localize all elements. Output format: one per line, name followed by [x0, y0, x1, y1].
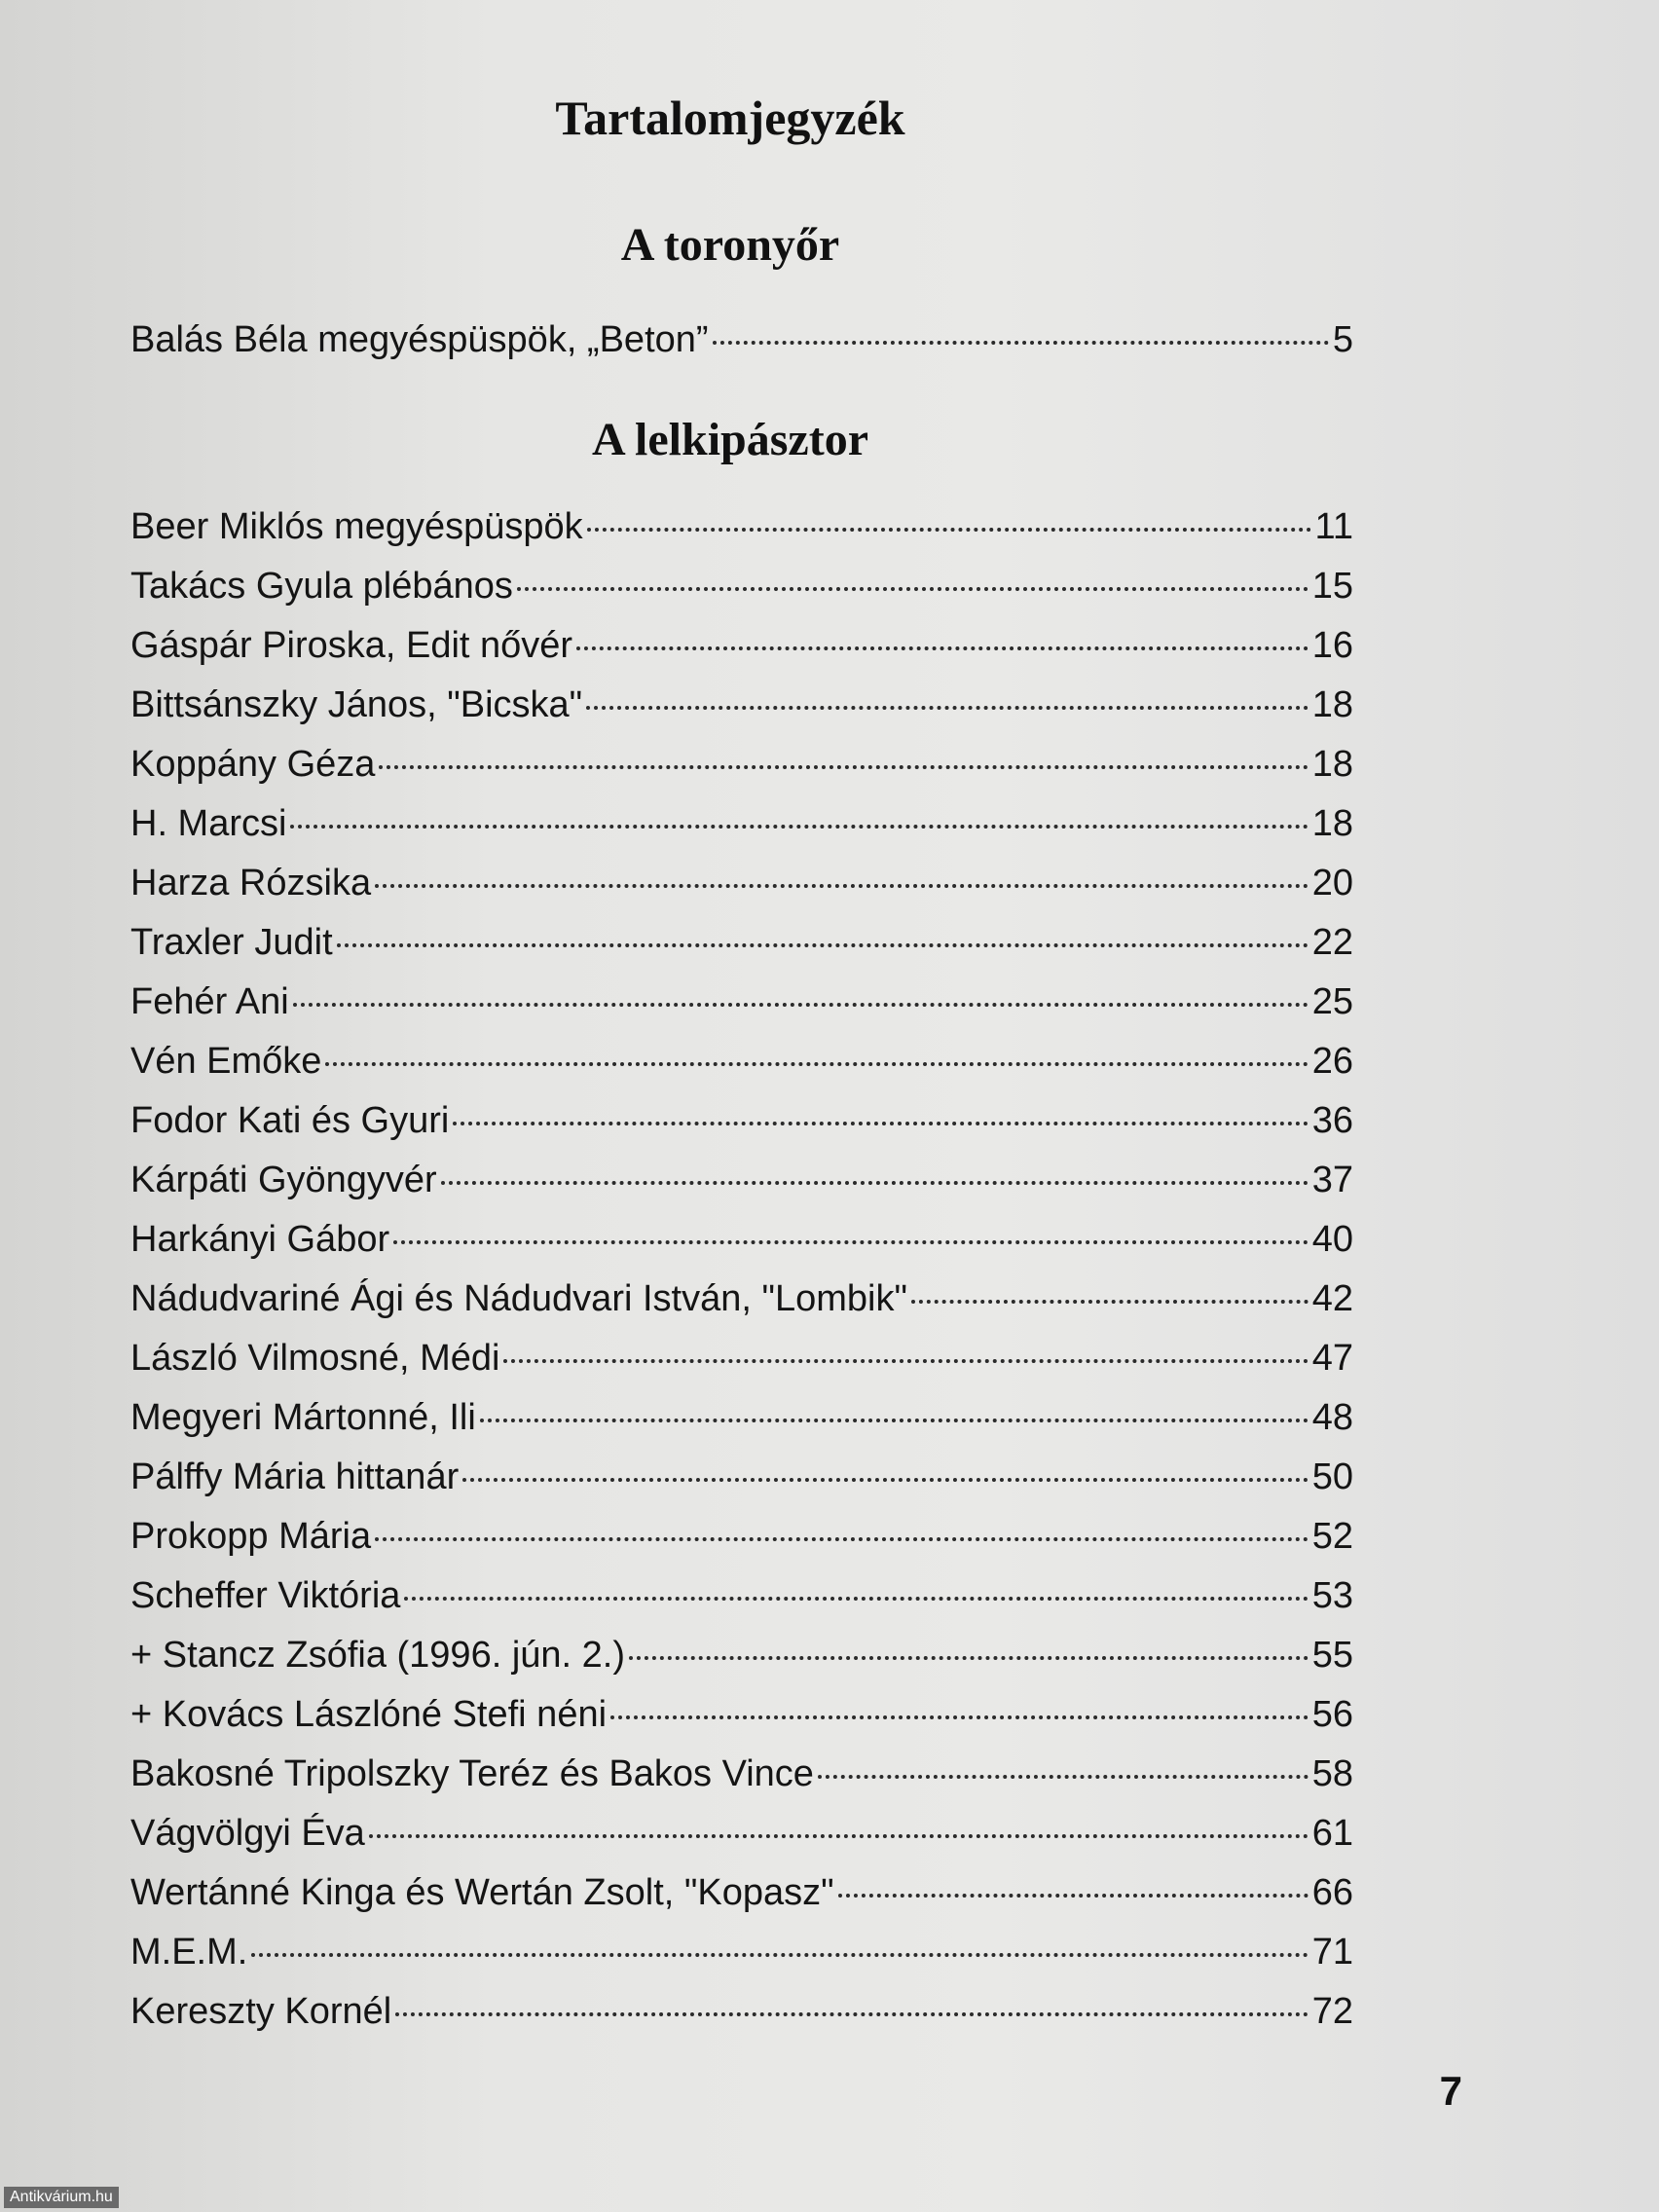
toc-entry-name: H. Marcsi	[130, 803, 287, 844]
toc-entry-name: Gáspár Piroska, Edit nővér	[130, 625, 573, 666]
dot-leader	[576, 646, 1309, 650]
dot-leader	[586, 706, 1309, 710]
toc-entry	[130, 1694, 1353, 1753]
dot-leader	[379, 765, 1308, 769]
toc-entry-name: + Stancz Zsófia (1996. jún. 2.)	[130, 1635, 625, 1676]
dot-leader	[375, 1537, 1309, 1541]
dot-leader	[713, 341, 1329, 345]
toc-entry-page: 58	[1311, 1753, 1353, 1794]
toc-entry	[130, 1516, 1353, 1575]
toc-list-lelkipasztor	[130, 506, 1353, 2050]
dot-leader	[441, 1181, 1309, 1185]
toc-entry-name: Vágvölgyi Éva	[130, 1813, 365, 1854]
toc-list-toronyor	[130, 319, 1353, 379]
toc-entry-page: 22	[1311, 922, 1353, 963]
dot-leader	[453, 1122, 1308, 1125]
toc-entry	[130, 1160, 1353, 1219]
toc-entry-page: 15	[1311, 566, 1353, 607]
dot-leader	[818, 1775, 1309, 1779]
watermark: Antikvárium.hu	[4, 2187, 119, 2208]
toc-entry-page: 55	[1311, 1635, 1353, 1676]
toc-entry-name: Megyeri Mártonné, Ili	[130, 1397, 476, 1438]
toc-entry	[130, 1813, 1353, 1872]
toc-entry-name: Traxler Judit	[130, 922, 333, 963]
section-heading-toronyor: A toronyőr	[620, 219, 840, 271]
toc-entry-name: Kárpáti Gyöngyvér	[130, 1160, 437, 1200]
toc-entry-page: 20	[1311, 863, 1353, 903]
toc-entry-page: 53	[1311, 1575, 1353, 1616]
dot-leader	[375, 884, 1309, 888]
toc-entry-page: 48	[1311, 1397, 1353, 1438]
toc-entry	[130, 506, 1353, 566]
toc-entry-page: 25	[1311, 981, 1353, 1022]
toc-entry-name: Pálffy Mária hittanár	[130, 1456, 460, 1497]
toc-entry-page: 26	[1311, 1041, 1353, 1082]
toc-entry-page: 50	[1311, 1456, 1353, 1497]
toc-entry	[130, 1219, 1353, 1278]
toc-entry-page: 47	[1311, 1338, 1353, 1379]
page-number: 7	[1439, 2068, 1462, 2114]
toc-entry	[130, 1932, 1353, 1991]
toc-entry	[130, 1753, 1353, 1813]
dot-leader	[462, 1478, 1308, 1482]
toc-entry	[130, 744, 1353, 803]
toc-entry-page: 18	[1311, 744, 1353, 785]
toc-entry-name: Fodor Kati és Gyuri	[130, 1100, 450, 1141]
toc-entry-name: Scheffer Viktória	[130, 1575, 401, 1616]
toc-entry-page: 18	[1311, 684, 1353, 725]
toc-entry-page: 52	[1311, 1516, 1353, 1557]
dot-leader	[911, 1300, 1309, 1304]
toc-entry-name: Harza Rózsika	[130, 863, 372, 903]
toc-entry	[130, 1635, 1353, 1694]
toc-entry	[130, 566, 1353, 625]
toc-entry	[130, 1041, 1353, 1100]
toc-entry	[130, 981, 1353, 1041]
toc-entry-page: 71	[1311, 1932, 1353, 1972]
toc-entry-page: 18	[1311, 803, 1353, 844]
toc-entry-page: 66	[1311, 1872, 1353, 1913]
toc-entry-page: 36	[1311, 1100, 1353, 1141]
dot-leader	[325, 1062, 1308, 1066]
toc-entry	[130, 319, 1353, 379]
section-heading-lelkipasztor: A lelkipásztor	[592, 414, 868, 465]
toc-title: Tartalomjegyzék	[555, 91, 905, 145]
dot-leader	[517, 587, 1309, 591]
toc-entry-page: 40	[1311, 1219, 1353, 1260]
dot-leader	[337, 943, 1309, 947]
toc-entry	[130, 1872, 1353, 1932]
dot-leader	[251, 1953, 1308, 1957]
toc-entry-name: Kereszty Kornél	[130, 1991, 392, 2032]
toc-entry-name: Fehér Ani	[130, 981, 289, 1022]
toc-entry-name: László Vilmosné, Médi	[130, 1338, 500, 1379]
toc-entry-page: 37	[1311, 1160, 1353, 1200]
toc-entry-name: Beer Miklós megyéspüspök	[130, 506, 583, 547]
toc-entry-name: Bittsánszky János, "Bicska"	[130, 684, 583, 725]
toc-entry-page: 42	[1311, 1278, 1353, 1319]
dot-leader	[503, 1359, 1308, 1363]
dot-leader	[290, 825, 1308, 829]
toc-entry-name: Koppány Géza	[130, 744, 376, 785]
toc-entry-name: Bakosné Tripolszky Teréz és Bakos Vince	[130, 1753, 814, 1794]
toc-entry-page: 61	[1311, 1813, 1353, 1854]
toc-entry-name: Prokopp Mária	[130, 1516, 372, 1557]
toc-entry-name: + Kovács Lászlóné Stefi néni	[130, 1694, 608, 1735]
toc-entry-page: 72	[1311, 1991, 1353, 2032]
dot-leader	[629, 1656, 1309, 1660]
toc-entry	[130, 803, 1353, 863]
dot-leader	[587, 528, 1311, 532]
toc-entry-name: Takács Gyula plébános	[130, 566, 513, 607]
toc-entry	[130, 1100, 1353, 1160]
dot-leader	[393, 1240, 1309, 1244]
toc-entry-page: 5	[1332, 319, 1353, 360]
toc-entry	[130, 1278, 1353, 1338]
toc-entry	[130, 922, 1353, 981]
toc-entry	[130, 863, 1353, 922]
dot-leader	[369, 1834, 1309, 1838]
toc-entry	[130, 684, 1353, 744]
dot-leader	[838, 1894, 1309, 1898]
toc-entry-name: Wertánné Kinga és Wertán Zsolt, "Kopasz"	[130, 1872, 834, 1913]
toc-entry-name: Vén Emőke	[130, 1041, 322, 1082]
dot-leader	[293, 1003, 1309, 1007]
toc-entry	[130, 1397, 1353, 1456]
toc-entry	[130, 625, 1353, 684]
toc-entry-page: 16	[1311, 625, 1353, 666]
toc-entry	[130, 1456, 1353, 1516]
dot-leader	[480, 1419, 1309, 1422]
toc-entry-name: Harkányi Gábor	[130, 1219, 390, 1260]
toc-entry-page: 56	[1311, 1694, 1353, 1735]
toc-entry	[130, 1338, 1353, 1397]
dot-leader	[395, 2012, 1308, 2016]
toc-entry-name: Balás Béla megyéspüspök, „Beton”	[130, 319, 709, 360]
dot-leader	[610, 1715, 1309, 1719]
toc-entry-name: M.E.M.	[130, 1932, 248, 1972]
toc-entry	[130, 1991, 1353, 2050]
dot-leader	[404, 1597, 1308, 1601]
toc-entry-page: 11	[1314, 506, 1353, 547]
toc-entry-name: Nádudvariné Ági és Nádudvari István, "Lombik"	[130, 1278, 907, 1319]
toc-entry	[130, 1575, 1353, 1635]
